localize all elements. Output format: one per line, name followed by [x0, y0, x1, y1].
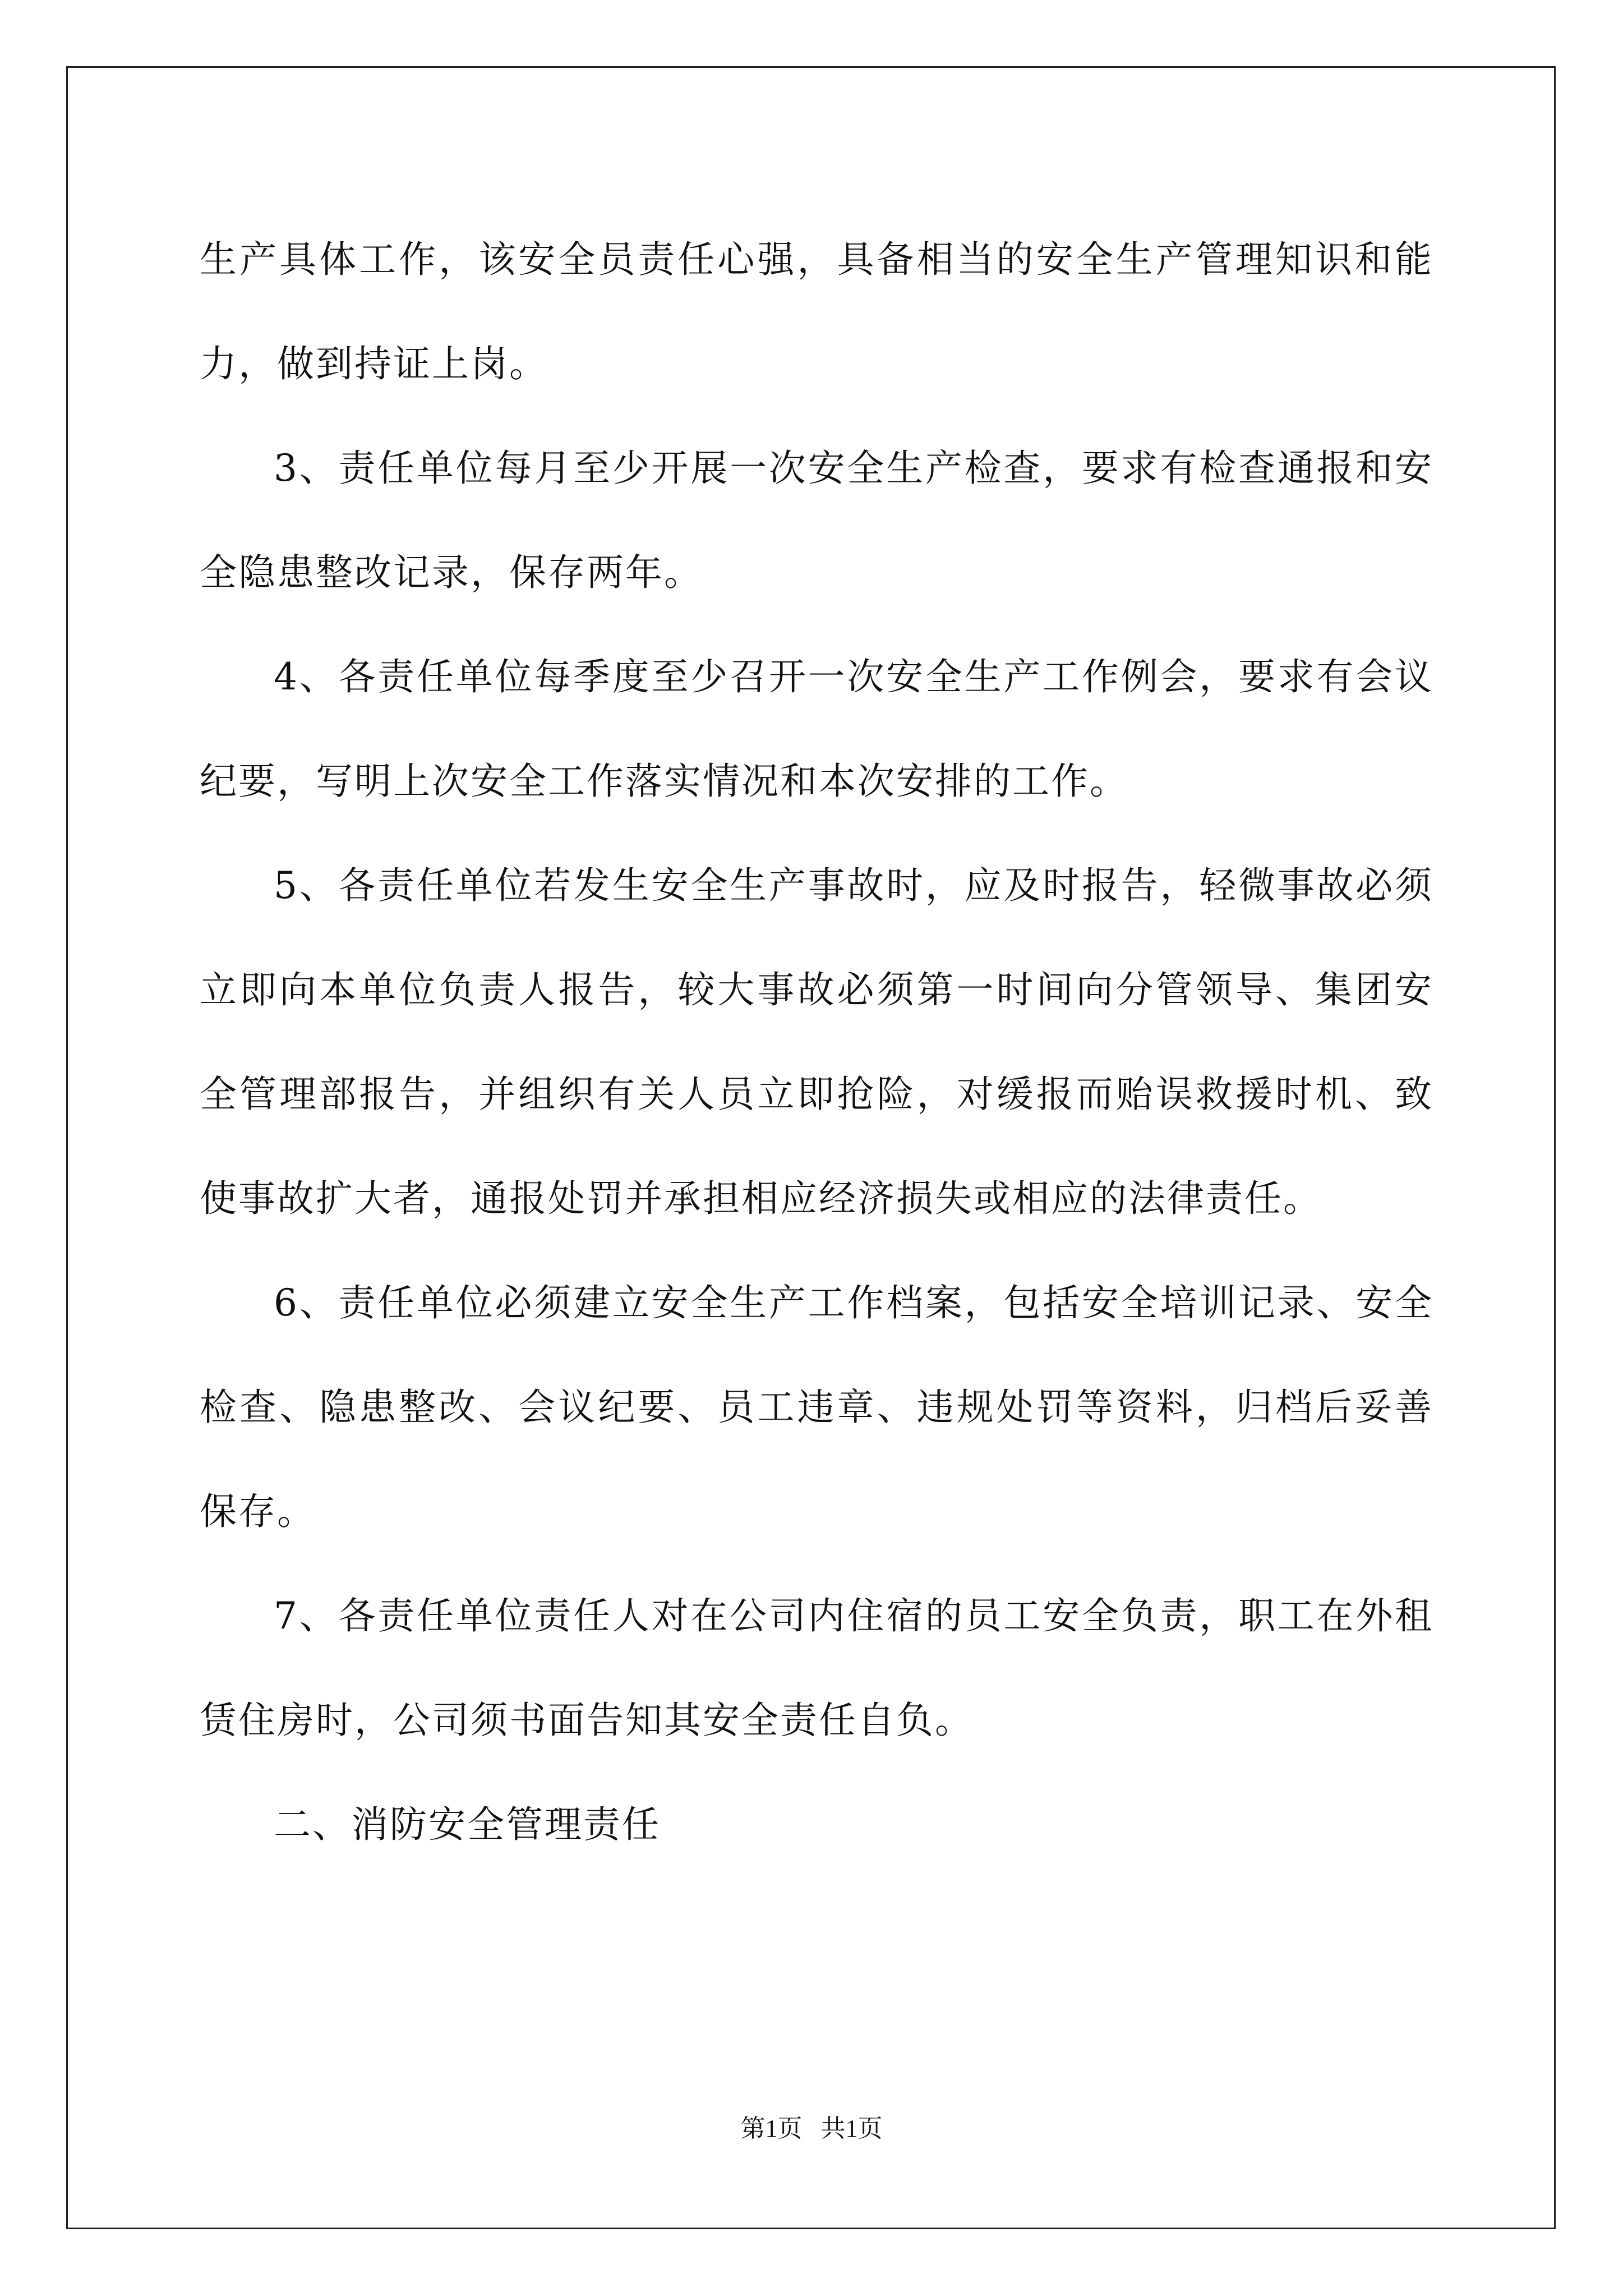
section-heading: 二、消防安全管理责任: [274, 1803, 661, 1846]
paragraph-3: 4、各责任单位每季度至少召开一次安全生产工作例会，要求有会议纪要，写明上次安全工作落实情况和本次安排的工作。: [200, 655, 1433, 803]
paragraph-1: 生产具体工作，该安全员责任心强，具备相当的安全生产管理知识和能力，做到持证上岗。: [200, 238, 1433, 385]
page-number-footer: 第1页 共1页: [740, 2115, 883, 2142]
paragraph-2: 3、责任单位每月至少开展一次安全生产检查，要求有检查通报和安全隐患整改记录，保存两年。: [200, 447, 1433, 594]
document-body: [200, 208, 1433, 1877]
paragraph-5: 6、责任单位必须建立安全生产工作档案，包括安全培训记录、安全检查、隐患整改、会议纪要、员工违章、违规处罚等资料，归档后妥善保存。: [200, 1281, 1433, 1533]
paragraph-6: 7、各责任单位责任人对在公司内住宿的员工安全负责，职工在外租赁住房时，公司须书面告知其安全责任自负。: [200, 1594, 1433, 1742]
paragraph-4: 5、各责任单位若发生安全生产事故时，应及时报告，轻微事故必须立即向本单位负责人报告，较大事故必须第一时间向分管领导、集团安全管理部报告，并组织有关人员立即抢险，对缓报而贻误救援时机、致使事故扩大者，通报处罚并承担相应经济损失或相应的法律责任。: [200, 864, 1433, 1220]
